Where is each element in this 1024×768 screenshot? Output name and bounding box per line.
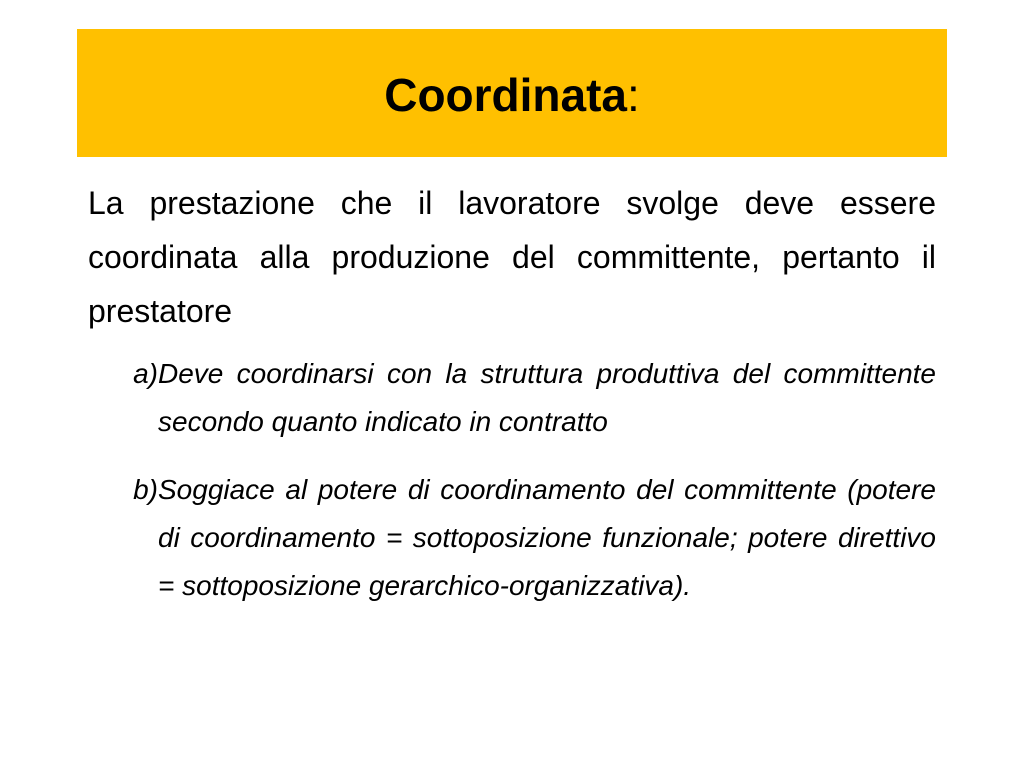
list-item-b [88,466,936,610]
point-list [88,350,936,610]
slide-title [384,69,640,121]
list-marker-a: a) [133,358,158,389]
list-item-a [88,350,936,446]
intro-paragraph: La prestazione che il lavoratore svolge deve essere coordinata alla produzione del committente, pertanto il prestatore [88,185,936,329]
title-bar [77,29,947,157]
slide-content [88,176,936,630]
list-text-b: Soggiace al potere di coordinamento del committente (potere di coordinamento = sottoposizione funzionale; potere direttivo = sottoposizione gerarchico-organizzativa). [158,474,936,601]
title-main: Coordinata [384,69,627,121]
title-suffix: : [627,69,640,121]
list-text-a: Deve coordinarsi con la struttura produttiva del committente secondo quanto indicato in contratto [158,358,936,437]
list-marker-b: b) [133,474,158,505]
